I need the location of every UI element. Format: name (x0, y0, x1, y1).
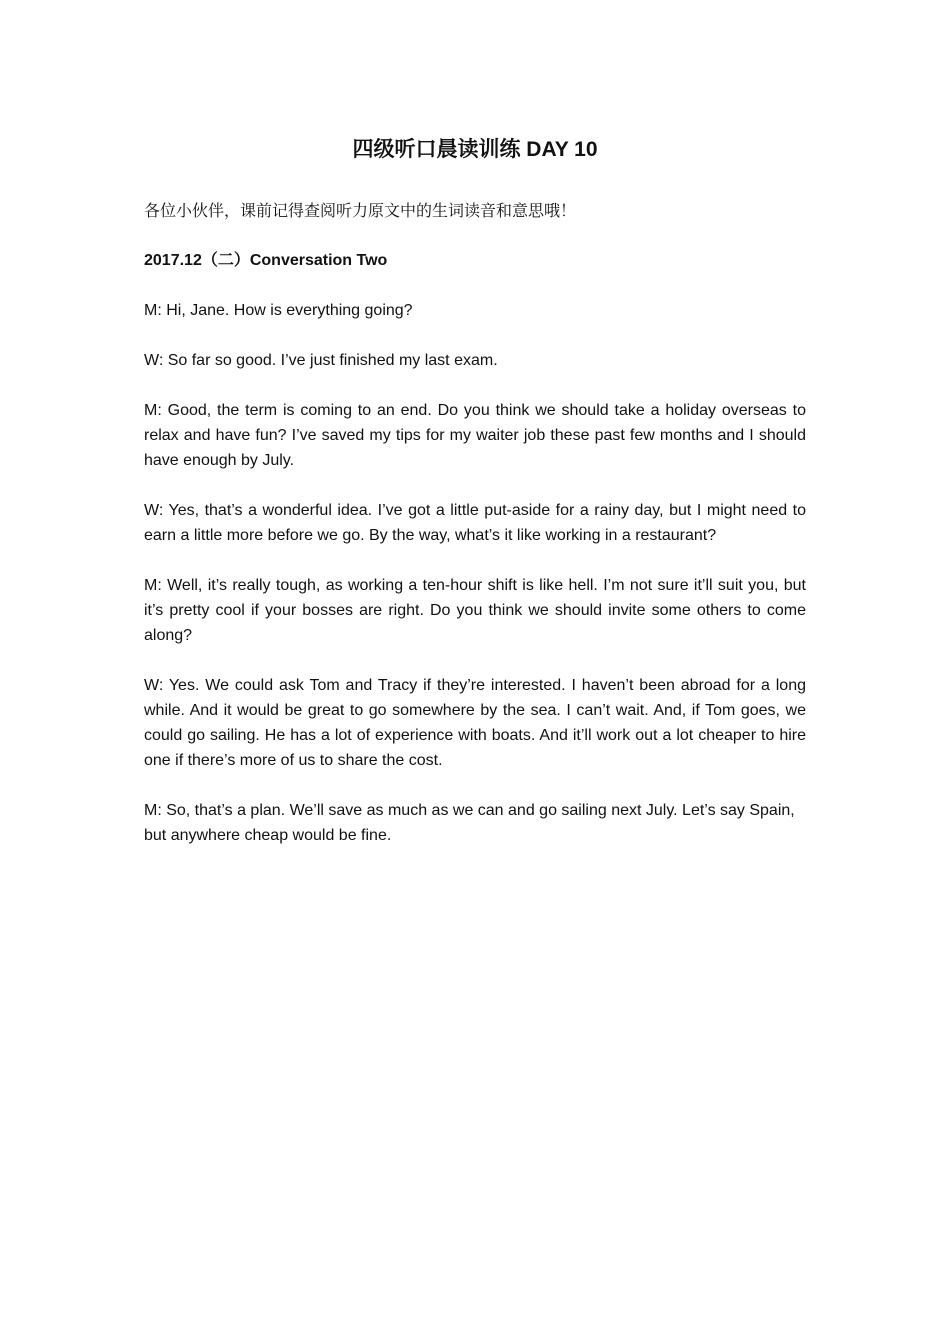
intro-note: 各位小伙伴，课前记得查阅听力原文中的生词读音和意思哦！ (144, 201, 577, 220)
dialogue-line: M: Well, it’s really tough, as working a ten-hour shift is like hell. I’m not sure it’ll suit you, but it’s pretty cool if your bosses are right. Do you think we should invite some others to come along? (144, 577, 806, 644)
dialogue-line: W: Yes, that’s a wonderful idea. I’ve got a little put-aside for a rainy day, but I might need to earn a little more before we go. By the way, what’s it like working in a restaurant? (144, 502, 806, 544)
dialogue-line: M: So, that’s a plan. We’ll save as much as we can and go sailing next July. Let’s say Spain, but anywhere cheap would be fine. (144, 802, 795, 844)
section-heading: 2017.12（二）Conversation Two (144, 252, 388, 269)
dialogue-line: W: So far so good. I’ve just finished my last exam. (144, 352, 498, 369)
page-title: 四级听口晨读训练 DAY 10 (352, 138, 598, 161)
dialogue-line: M: Hi, Jane. How is everything going? (144, 302, 413, 319)
dialogue-line: W: Yes. We could ask Tom and Tracy if they’re interested. I haven’t been abroad for a long while. And it would be great to go somewhere by the sea. I can’t wait. And, if Tom goes, we could go sailing. He has a lot of experience with boats. And it’ll work out a lot cheaper to hire one if there’s more of us to share the cost. (144, 677, 806, 769)
document-body (144, 134, 806, 873)
dialogue-line: M: Good, the term is coming to an end. Do you think we should take a holiday overseas to relax and have fun? I’ve saved my tips for my waiter job these past few months and I should have enough by July. (144, 402, 806, 469)
